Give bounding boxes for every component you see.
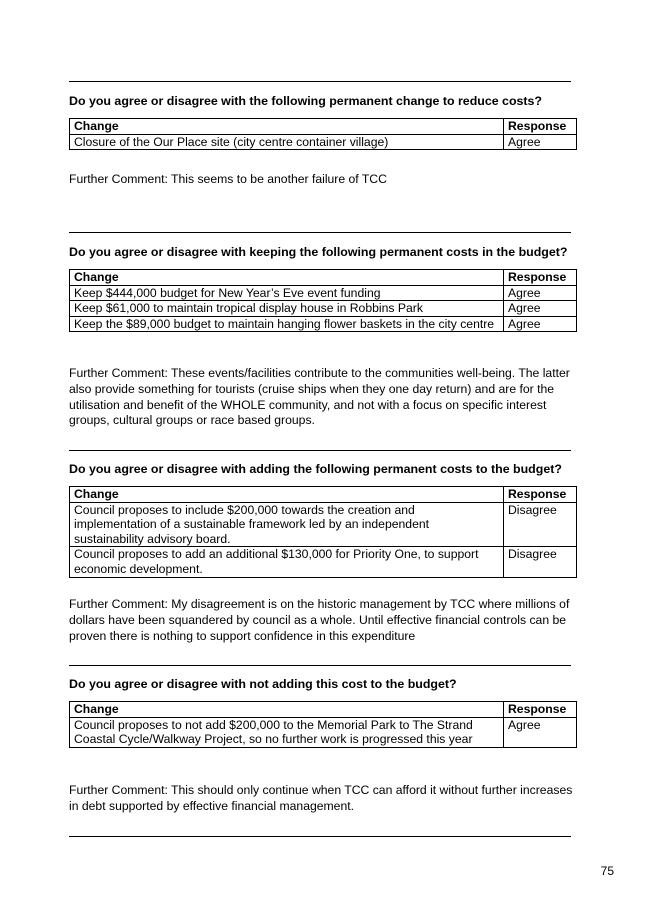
change-column-header: Change	[70, 119, 504, 135]
response-cell: Disagree	[504, 547, 577, 577]
table-header-row	[70, 119, 577, 135]
section-divider	[69, 450, 571, 451]
response-table	[69, 486, 577, 578]
response-table	[69, 118, 577, 150]
response-table	[69, 269, 577, 332]
change-cell: Closure of the Our Place site (city centre container village)	[70, 134, 504, 150]
table-row	[70, 717, 577, 747]
response-table	[69, 701, 577, 748]
change-cell: Keep $444,000 budget for New Year’s Eve event funding	[70, 285, 504, 301]
question-heading: Do you agree or disagree with the following permanent change to reduce costs?	[69, 94, 542, 108]
response-cell: Agree	[504, 134, 577, 150]
further-comment: Further Comment: My disagreement is on the historic management by TCC where millions of dollars have been squandered by council as a whole. Until effective financial controls can be proven there is nothing to support confidence in this expenditure	[69, 597, 570, 643]
section-divider	[69, 665, 571, 666]
further-comment: Further Comment: These events/facilities contribute to the communities well-being. The latter also provide something for tourists (cruise ships when they one day return) and are for the utilisation and benefit of the WHOLE community, and not with a focus on specific interest groups, cultural groups or race based groups.	[69, 366, 570, 428]
response-column-header: Response	[504, 487, 577, 503]
further-comment: Further Comment: This seems to be another failure of TCC	[69, 172, 387, 186]
change-column-header: Change	[70, 487, 504, 503]
table-row	[70, 547, 577, 577]
table-row	[70, 301, 577, 317]
question-heading: Do you agree or disagree with not adding this cost to the budget?	[69, 677, 457, 691]
table-row	[70, 502, 577, 547]
change-cell: Council proposes to add an additional $130,000 for Priority One, to support economic development.	[70, 547, 504, 577]
response-column-header: Response	[504, 702, 577, 718]
question-heading: Do you agree or disagree with keeping the following permanent costs in the budget?	[69, 245, 568, 259]
response-column-header: Response	[504, 119, 577, 135]
response-cell: Agree	[504, 717, 577, 747]
response-cell: Disagree	[504, 502, 577, 547]
response-column-header: Response	[504, 270, 577, 286]
question-heading: Do you agree or disagree with adding the following permanent costs to the budget?	[69, 462, 562, 476]
table-header-row	[70, 270, 577, 286]
section-divider	[69, 836, 571, 837]
change-cell: Council proposes to include $200,000 towards the creation and implementation of a sustainable framework led by an independent sustainability advisory board.	[70, 502, 504, 547]
page-number: 75	[600, 864, 614, 878]
change-cell: Keep the $89,000 budget to maintain hanging flower baskets in the city centre	[70, 316, 504, 332]
table-row	[70, 134, 577, 150]
change-cell: Council proposes to not add $200,000 to the Memorial Park to The Strand Coastal Cycle/Walkway Project, so no further work is progressed this year	[70, 717, 504, 747]
response-cell: Agree	[504, 316, 577, 332]
section-divider	[69, 81, 571, 82]
further-comment: Further Comment: This should only continue when TCC can afford it without further increases in debt supported by effective financial management.	[69, 783, 573, 813]
table-header-row	[70, 487, 577, 503]
table-row	[70, 316, 577, 332]
response-cell: Agree	[504, 285, 577, 301]
section-divider	[69, 232, 571, 233]
response-cell: Agree	[504, 301, 577, 317]
change-column-header: Change	[70, 270, 504, 286]
change-cell: Keep $61,000 to maintain tropical display house in Robbins Park	[70, 301, 504, 317]
table-row	[70, 285, 577, 301]
change-column-header: Change	[70, 702, 504, 718]
table-header-row	[70, 702, 577, 718]
